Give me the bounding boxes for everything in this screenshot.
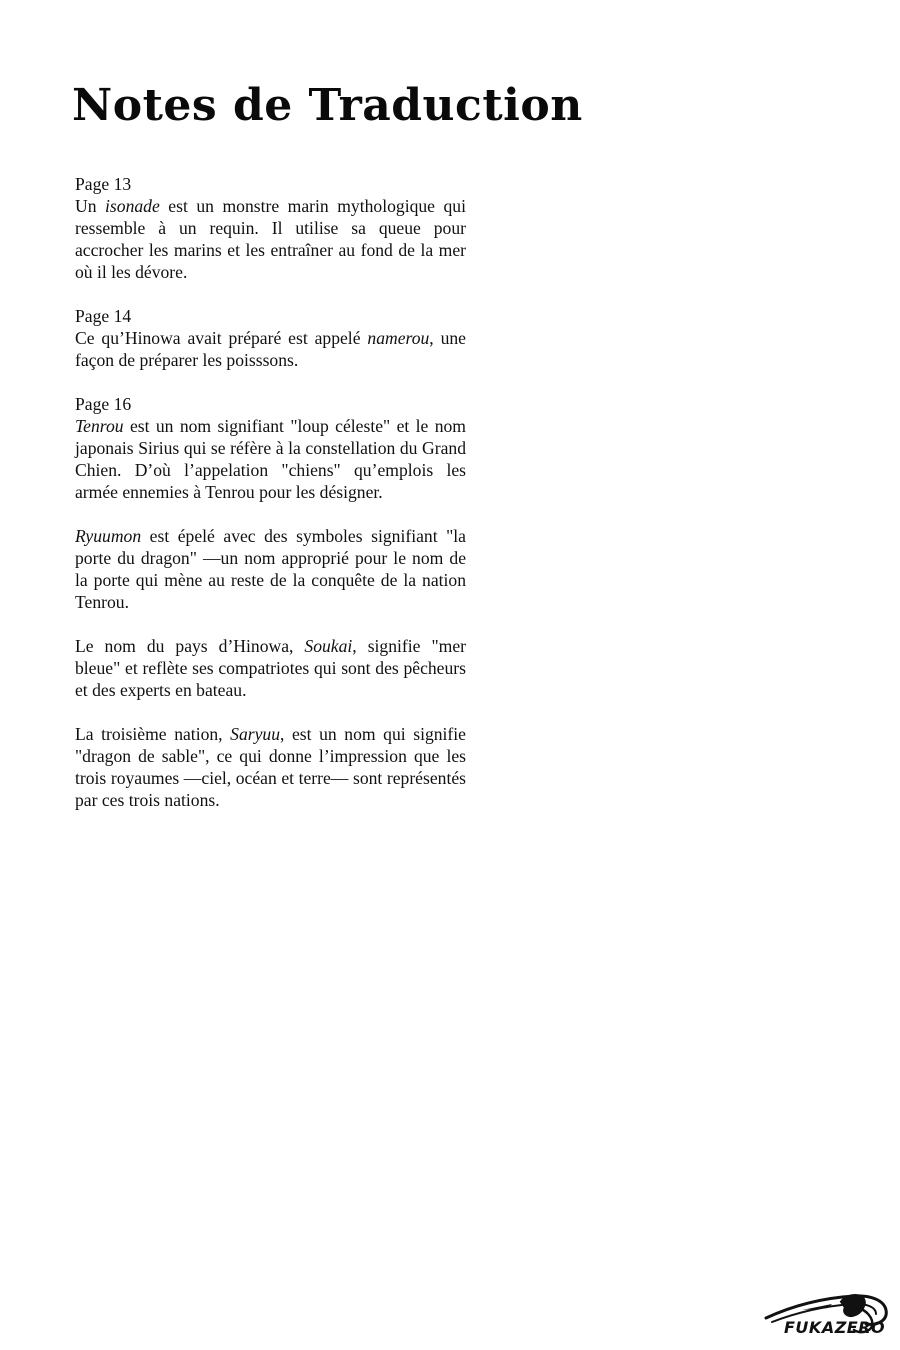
term-italic: Soukai	[304, 636, 353, 656]
note-text-segment: Un	[75, 196, 106, 216]
note-text	[75, 327, 466, 371]
fukazero-logo	[762, 1288, 892, 1344]
note-text	[75, 723, 466, 811]
note-1	[75, 173, 466, 283]
term-italic: isonade	[105, 196, 160, 216]
note-5	[75, 635, 466, 701]
note-text	[75, 415, 466, 503]
note-text	[75, 195, 466, 283]
note-text-segment: Le nom du pays d’Hinowa,	[75, 636, 305, 656]
note-2	[75, 305, 466, 371]
note-text-segment: Ce qu’Hinowa avait préparé est appelé	[75, 328, 368, 348]
term-italic: namerou	[367, 328, 430, 348]
page-title: Notes de Traduction	[72, 80, 583, 131]
note-text-segment: est épelé avec des symboles signifiant "la porte du dragon" —un nom approprié pour le nom de la porte qui mène au reste de la conquête de la nation Tenrou.	[75, 526, 466, 612]
term-italic: Tenrou	[75, 416, 124, 436]
note-page-label: Page 13	[75, 174, 132, 194]
note-6	[75, 723, 466, 811]
note-page-label: Page 14	[75, 306, 132, 326]
note-text	[75, 635, 466, 701]
term-italic: Saryuu	[230, 724, 280, 744]
note-4	[75, 525, 466, 613]
logo-text: FUKAZERO	[784, 1318, 886, 1337]
note-text-segment: , une façon de préparer les poisssons.	[75, 328, 466, 370]
note-3	[75, 393, 466, 503]
note-text	[75, 525, 466, 613]
note-page-label: Page 16	[75, 394, 132, 414]
note-text-segment: est un nom signifiant "loup céleste" et le nom japonais Sirius qui se réfère à la constellation du Grand Chien. D’où l’appelation "chiens" qu’emplois les armée ennemies à Tenrou pour les désigner.	[75, 416, 466, 502]
note-text-segment: La troisième nation,	[75, 724, 231, 744]
notes-list	[75, 173, 466, 833]
note-text-segment: est un monstre marin mythologique qui ressemble à un requin. Il utilise sa queue pour accrocher les marins et les entraîner au fond de la mer où il les dévore.	[75, 196, 466, 282]
note-text-segment: , signifie "mer bleue" et reflète ses compatriotes qui sont des pêcheurs et des experts en bateau.	[75, 636, 466, 700]
note-text-segment: , est un nom qui signifie "dragon de sable", ce qui donne l’impression que les trois royaumes —ciel, océan et terre— sont représentés par ces trois nations.	[75, 724, 466, 810]
term-italic: Ryuumon	[75, 526, 142, 546]
